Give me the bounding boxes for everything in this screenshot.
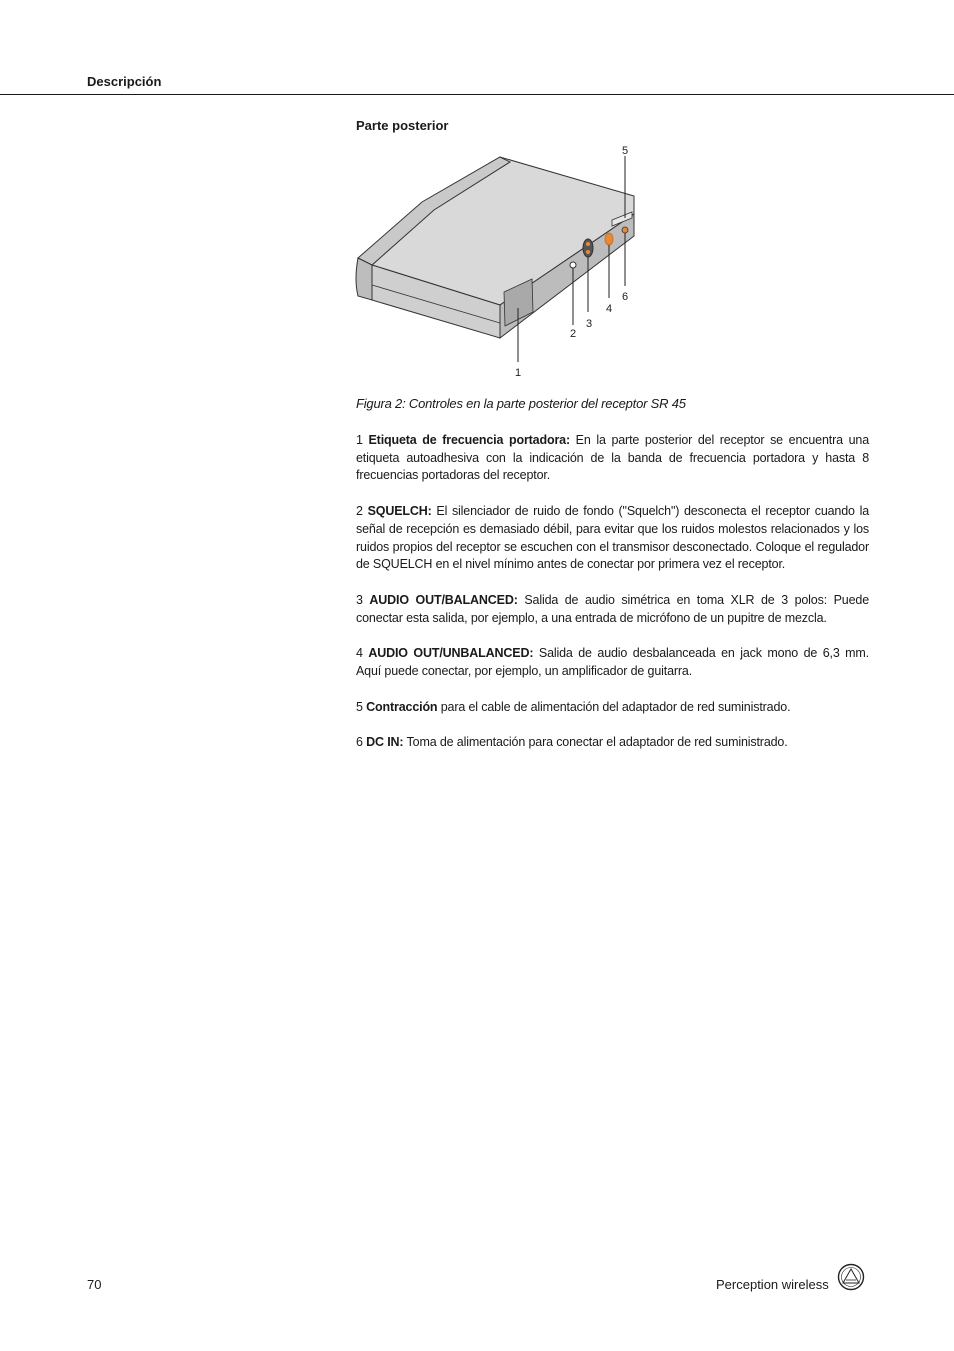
receiver-illustration <box>350 140 650 385</box>
item-term: DC IN: <box>366 735 404 750</box>
section-title: Parte posterior <box>356 118 449 133</box>
item-text: Salida de audio simétrica en toma XLR de 3 polos: Puede conectar esta salida, por ejemplo, a una entrada de micrófono de un pupitre de mezcla. <box>356 592 870 625</box>
callout-1: 1 <box>515 367 522 379</box>
item-number: 2 <box>356 504 363 519</box>
item-text: Salida de audio desbalanceada en jack mono de 6,3 mm. Aquí puede conectar, por ejemplo, un amplificador de guitarra. <box>356 646 870 679</box>
callout-4: 4 <box>606 303 613 315</box>
xlr-pin-icon <box>586 242 590 246</box>
item-text: para el cable de alimentación del adaptador de red suministrado. <box>440 699 791 714</box>
list-item <box>356 503 869 574</box>
item-term: AUDIO OUT/BALANCED: <box>369 592 518 607</box>
item-number: 5 <box>356 699 363 714</box>
list-item <box>356 645 869 680</box>
receiver-rear-figure <box>350 140 650 385</box>
footer-product-name: Perception wireless <box>716 1277 829 1292</box>
item-number: 6 <box>356 735 363 750</box>
xlr-socket <box>583 239 593 257</box>
header-divider <box>0 94 954 95</box>
header-title: Descripción <box>87 74 162 89</box>
list-item <box>356 432 869 485</box>
item-text: El silenciador de ruido de fondo ("Squelch") desconecta el receptor cuando la señal de recepción es demasiado débil, para evitar que los ruidos molestos relacionados y los ruidos propios del receptor se escuchen con el transmisor desconectado. Coloque el regulador de SQUELCH en el nivel mínimo antes de conectar por primera vez el receptor. <box>356 504 869 572</box>
control-descriptions <box>356 432 869 770</box>
list-item <box>356 734 869 752</box>
item-number: 3 <box>356 592 363 607</box>
list-item <box>356 699 869 717</box>
callout-2: 2 <box>570 328 577 340</box>
callout-5: 5 <box>622 145 629 157</box>
callout-3: 3 <box>586 318 593 330</box>
item-number: 4 <box>356 646 363 661</box>
receiver-left-end <box>356 258 372 300</box>
akg-logo-icon <box>837 1263 865 1291</box>
jack-socket <box>605 233 613 245</box>
item-text: Toma de alimentación para conectar el adaptador de red suministrado. <box>406 735 788 750</box>
figure-caption: Figura 2: Controles en la parte posterior del receptor SR 45 <box>356 396 686 411</box>
item-term: Etiqueta de frecuencia portadora: <box>368 433 570 447</box>
callout-6: 6 <box>622 291 629 303</box>
item-term: AUDIO OUT/UNBALANCED: <box>368 646 534 661</box>
item-term: SQUELCH: <box>367 504 432 519</box>
page-number: 70 <box>87 1277 102 1292</box>
item-text: En la parte posterior del receptor se encuentra una etiqueta autoadhesiva con la indicación de la banda de frecuencia portadora y hasta 8 frecuencias portadoras del receptor. <box>356 433 870 483</box>
list-item <box>356 592 869 627</box>
dc-in-socket <box>622 227 628 233</box>
squelch-control <box>570 262 576 268</box>
xlr-pin-icon <box>586 250 590 254</box>
item-term: Contracción <box>366 699 438 714</box>
item-number: 1 <box>356 433 363 447</box>
